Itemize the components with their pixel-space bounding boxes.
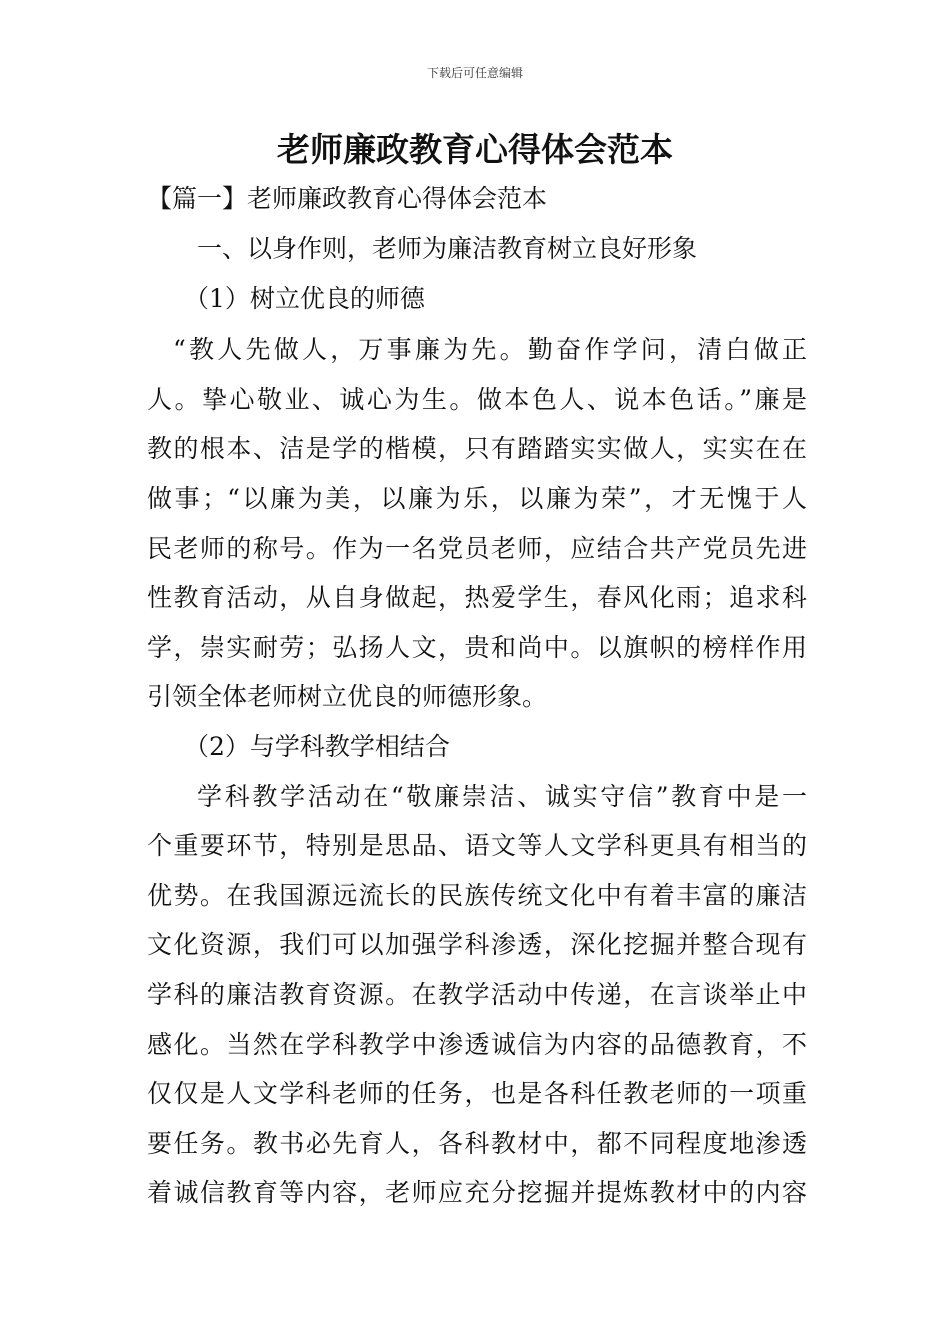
section-heading-1: 一、以身作则，老师为廉洁教育树立良好形象 [197,234,698,263]
paragraph-line: 着诚信教育等内容，老师应充分挖掘并提炼教材中的内容 [147,1178,807,1207]
document-title: 老师廉政教育心得体会范本 [277,130,673,169]
paragraph-line: 优势。在我国源远流长的民族传统文化中有着丰富的廉洁 [147,881,807,910]
paragraph-line: 要任务。教书必先育人，各科教材中，都不同程度地渗透 [147,1129,807,1158]
paragraph-line: 做事；“以廉为美，以廉为乐，以廉为荣”，才无愧于人 [147,484,807,513]
paragraph-line: 学科的廉洁教育资源。在教学活动中传递，在言谈举止中 [147,980,807,1009]
subsection-heading-1: （1）树立优良的师德 [184,284,425,313]
paragraph-line: 仅仅是人文学科老师的任务，也是各科任教老师的一项重 [147,1079,807,1108]
paragraph-line: 引领全体老师树立优良的师德形象。 [147,682,548,711]
paragraph-line: 人。挚心敬业、诚心为生。做本色人、说本色话。”廉是 [147,385,807,414]
paragraph-line: 学科教学活动在“敬廉崇洁、诚实守信”教育中是一 [197,782,807,811]
paragraph-line: 教的根本、洁是学的楷模，只有踏踏实实做人，实实在在 [147,434,807,463]
part-heading: 【篇一】老师廉政教育心得体会范本 [147,184,548,213]
paragraph-line: 文化资源，我们可以加强学科渗透，深化挖掘并整合现有 [147,930,807,959]
paragraph-line: 学，崇实耐劳；弘扬人文，贵和尚中。以旗帜的榜样作用 [147,633,807,662]
paragraph-line: 民老师的称号。作为一名党员老师，应结合共产党员先进 [147,534,807,563]
paragraph-line: 性教育活动，从自身做起，热爱学生，春风化雨；追求科 [147,583,807,612]
paragraph-line: “教人先做人，万事廉为先。勤奋作学问，清白做正 [173,335,807,364]
paragraph-line: 感化。当然在学科教学中渗透诚信为内容的品德教育，不 [147,1030,807,1059]
paragraph-line: 个重要环节，特别是思品、语文等人文学科更具有相当的 [147,831,807,860]
subsection-heading-2: （2）与学科教学相结合 [184,732,450,761]
page-header-note: 下载后可任意编辑 [426,66,523,80]
